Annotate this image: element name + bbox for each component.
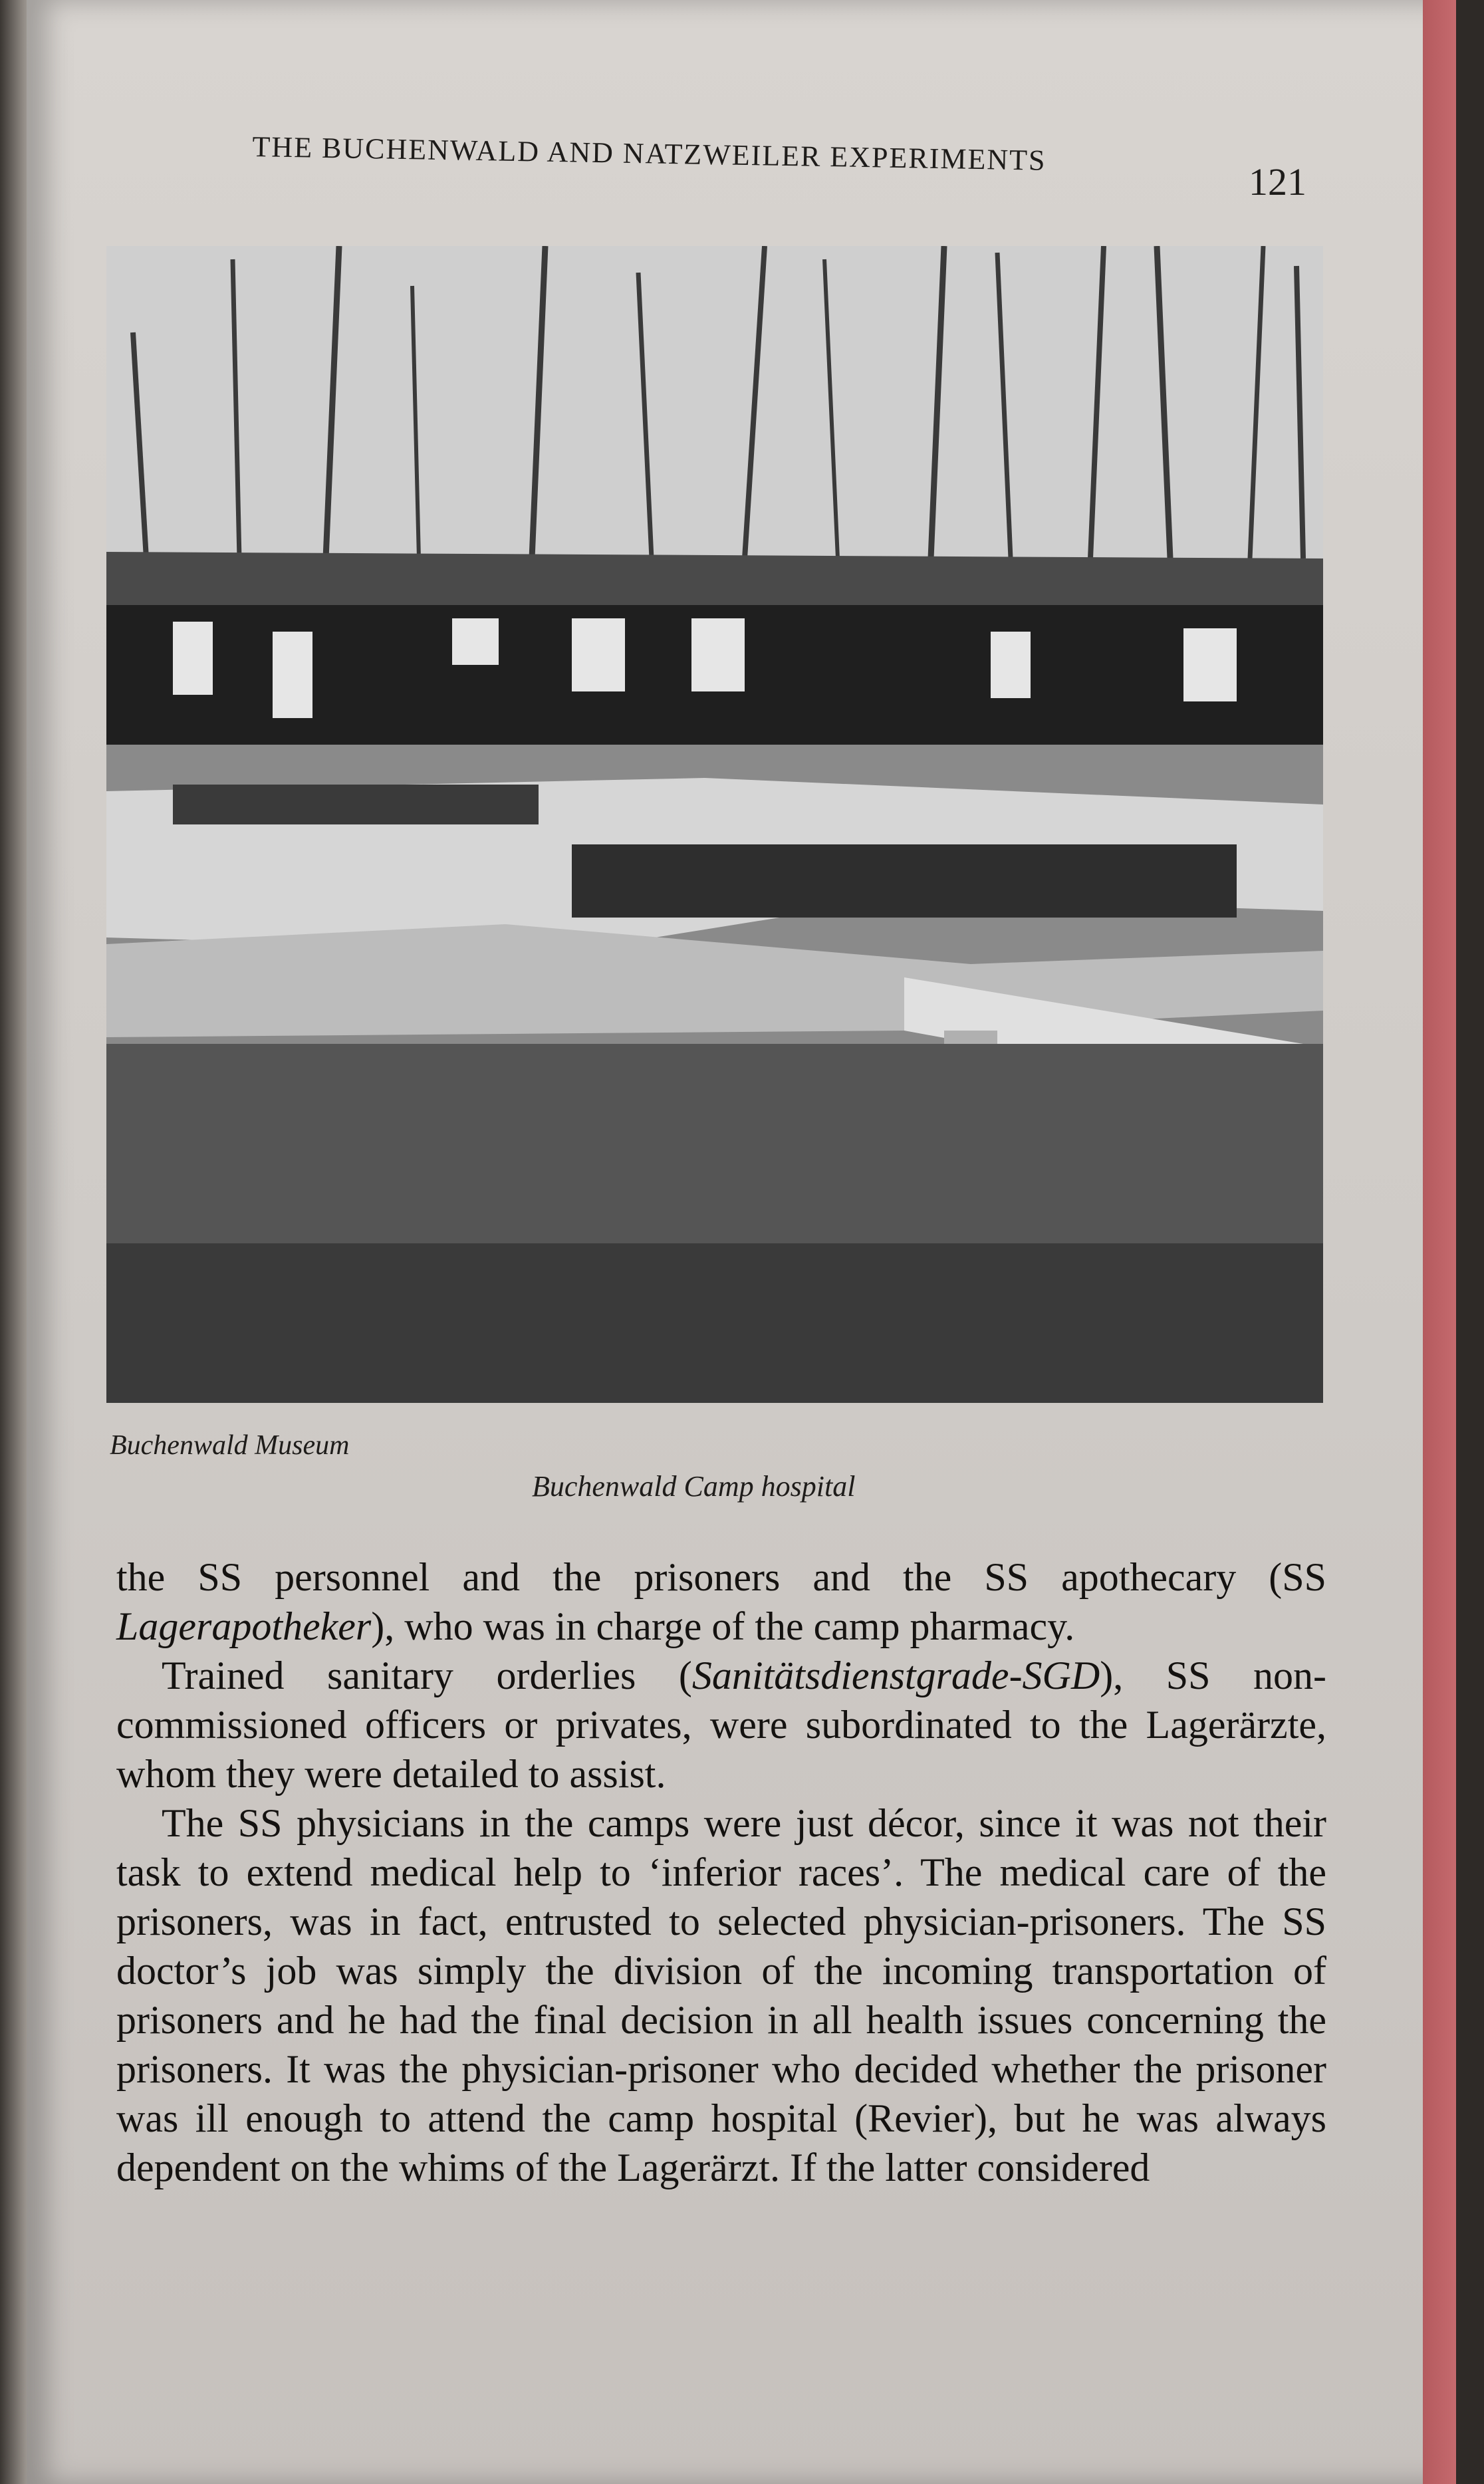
paragraph-1 (116, 1552, 1326, 1651)
italic-term: Sanitätsdienstgrade-SGD (691, 1654, 1100, 1697)
photo-credit: Buchenwald Museum (110, 1430, 350, 1461)
text-run: ), SS non-commissioned officers or privates, were subordinated to the Lagerärzte, whom they were detailed to assist. (116, 1654, 1326, 1796)
text-run: Trained sanitary orderlies ( (162, 1654, 692, 1697)
paragraph-2 (116, 1651, 1326, 1799)
paragraph-3 (116, 1799, 1326, 2192)
page-edge (1423, 0, 1456, 2484)
italic-term: Lagerapotheker (116, 1604, 372, 1648)
text-run: ), who was in charge of the camp pharmacy. (371, 1604, 1075, 1648)
text-run: the SS personnel and the prisoners and the SS apothecary (SS (116, 1555, 1326, 1599)
page-number: 121 (1249, 160, 1306, 203)
running-head: THE BUCHENWALD AND NATZWEILER EXPERIMENTS (252, 130, 1047, 177)
text-run: The SS physicians in the camps were just décor, since it was not their task to extend medical help to ‘inferior races’. The medical care of the prisoners, was in fact, entrusted to selected physician-prisoners. The SS doctor’s job was simply the division of the incoming transportation of prisoners and he had the final decision in all health issues concerning the prisoners. It was the physician-prisoner who decided whether the prisoner was ill enough to attend the camp hospital (Revier), but he was always dependent on the whims of the Lagerärzt. If the latter considered (116, 1801, 1326, 2189)
camp-hospital-photo (106, 246, 1323, 1403)
photo-illustration (106, 246, 1323, 1403)
photo-caption: Buchenwald Camp hospital (532, 1470, 856, 1503)
body-text (116, 1552, 1326, 2192)
